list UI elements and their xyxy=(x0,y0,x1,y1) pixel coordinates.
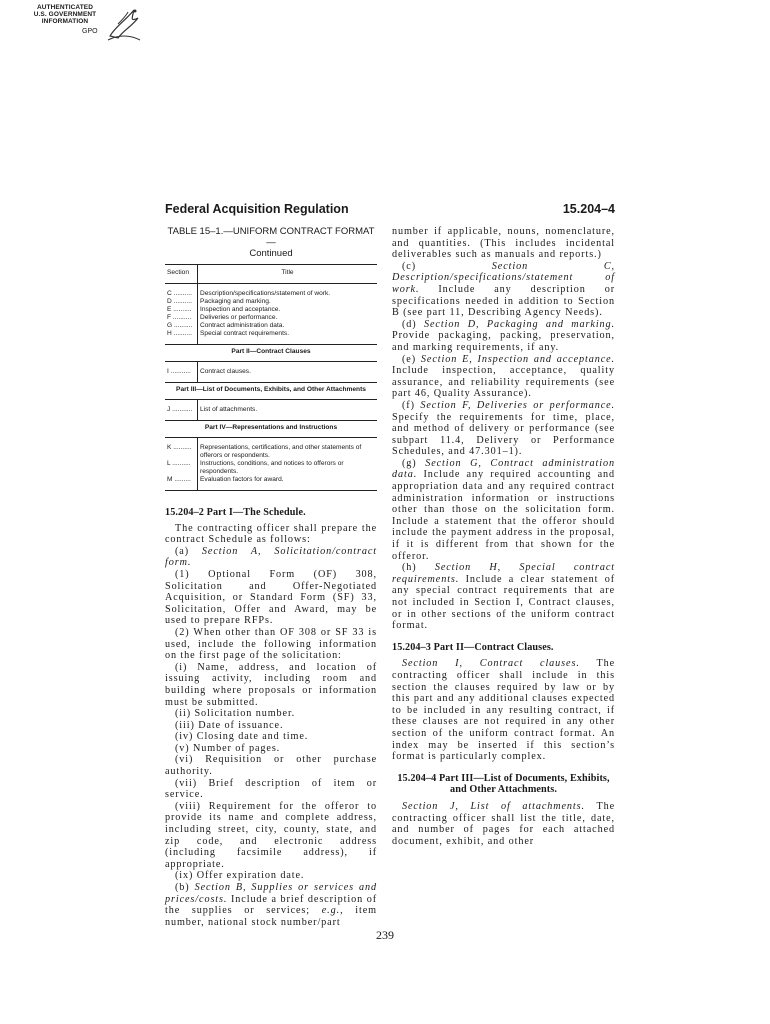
row-title: Special contract requirements. xyxy=(200,330,290,337)
section-number: 15.204–4 xyxy=(562,202,615,216)
row-section: C .......... xyxy=(165,284,198,299)
logo-line: U.S. GOVERNMENT xyxy=(33,11,97,18)
section-heading: 15.204–2 Part I—The Schedule. xyxy=(165,507,306,518)
paragraph: Section I, Contract clauses. The contracting officer shall include in this section the clauses required by law or by this part and any additional clauses expected to be included in any resulting contract, if these clauses are not required in any other section of the uniform contract format. An index may be inserted if this section’s format is particularly complex. xyxy=(392,658,616,763)
uniform-contract-format-table xyxy=(165,264,377,491)
row-section: I ........... xyxy=(165,362,198,383)
paragraph: (1) Optional Form (OF) 308, Solicitation and Offer-Negotiated Acquisition, or Standard Form (SF) 33, Solicitation, Offer and Award, may be used to prepare RFPs. xyxy=(165,568,377,627)
row-title: Packaging and marking. xyxy=(200,298,271,305)
row-title: List of attachments. xyxy=(200,406,258,413)
table-row xyxy=(165,322,377,330)
table-row xyxy=(165,314,377,322)
row-section: G .......... xyxy=(165,322,198,330)
row-section: D .......... xyxy=(165,298,198,306)
paragraph: (ix) Offer expiration date. xyxy=(175,870,305,882)
table-caption xyxy=(165,226,377,259)
paragraph: (2) When other than OF 308 or SF 33 is used, include the following information on the first page of the solicitation: xyxy=(165,626,377,662)
paragraph: The contracting officer shall prepare the contract Schedule as follows: xyxy=(165,522,377,546)
table-caption-line: Continued xyxy=(249,248,293,259)
paragraph: (e) Section E, Inspection and acceptance. Include inspection, acceptance, quality assurance, and reliability requirements (see part 46, Quality Assurance). xyxy=(392,353,615,400)
table-row xyxy=(165,362,377,383)
table-caption-line: TABLE 15–1.—UNIFORM CONTRACT FORMAT— xyxy=(167,226,375,248)
paragraph: (ii) Solicitation number. xyxy=(175,708,296,720)
paragraph: (vii) Brief description of item or service. xyxy=(165,777,377,801)
table-row xyxy=(165,438,377,461)
row-title: Contract administration data. xyxy=(200,322,285,329)
row-title: Deliveries or performance. xyxy=(200,314,278,321)
paragraph: Section J, List of attachments. The contracting officer shall list the title, date, and number of pages for each attached document, exhibit, and other xyxy=(392,800,616,847)
part-heading: Part III—List of Documents, Exhibits, and Other Attachments xyxy=(165,383,377,400)
table-row xyxy=(165,298,377,306)
page-number: 239 xyxy=(376,928,394,942)
paragraph: (i) Name, address, and location of issuing activity, including room and building where proposals or information must be submitted. xyxy=(165,661,377,708)
table-row xyxy=(165,460,377,476)
gpo-authenticated-logo xyxy=(30,4,142,44)
table-row xyxy=(165,330,377,345)
paragraph: (a) Section A, Solicitation/contract form. xyxy=(165,545,377,569)
row-section: M ......... xyxy=(165,476,198,491)
logo-line: INFORMATION xyxy=(41,18,89,25)
logo-gpo: GPO xyxy=(82,28,98,35)
eagle-icon xyxy=(104,4,144,44)
row-section: K .......... xyxy=(165,438,198,461)
column-header-section: Section xyxy=(165,265,198,284)
left-column xyxy=(165,226,377,928)
row-title: Instructions, conditions, and notices to offerors or respondents. xyxy=(200,460,344,475)
paragraph: (viii) Requirement for the offeror to provide its name and complete address, including street, city, county, state, and zip code, and electronic address (including facsimile address), if appropriate. xyxy=(165,800,377,870)
row-section: L .......... xyxy=(165,460,198,476)
row-section: H .......... xyxy=(165,330,198,345)
logo-text xyxy=(30,4,100,25)
table-part-row xyxy=(165,383,377,400)
table-row xyxy=(165,284,377,299)
row-section: J ........... xyxy=(165,400,198,421)
paragraph: (iii) Date of issuance. xyxy=(175,719,284,731)
paragraph: (vi) Requisition or other purchase authority. xyxy=(165,754,377,778)
logo-line: AUTHENTICATED xyxy=(36,4,94,11)
part-heading: Part IV—Representations and Instructions xyxy=(165,421,377,438)
paragraph: (d) Section D, Packaging and marking. Provide packaging, packing, preservation, and marking requirements, if any. xyxy=(392,318,615,353)
table-part-row xyxy=(165,345,377,362)
section-heading: 15.204–3 Part II—Contract Clauses. xyxy=(392,641,554,653)
part-heading: Part II—Contract Clauses xyxy=(165,345,377,362)
table-header-row xyxy=(165,265,377,284)
table-row xyxy=(165,476,377,491)
paragraph: (iv) Closing date and time. xyxy=(175,731,309,743)
row-title: Description/specifications/statement of work. xyxy=(200,290,331,297)
paragraph: (v) Number of pages. xyxy=(175,742,281,754)
section-heading: 15.204–4 Part III—List of Documents, Exhibits, and Other Attachments. xyxy=(397,772,610,796)
table-row xyxy=(165,400,377,421)
row-title: Contract clauses. xyxy=(200,368,251,375)
paragraph: (f) Section F, Deliveries or performance. Specify the requirements for time, place, and method of delivery or performance (see subpart 11.4, Delivery or Performance Schedules, and 47.301–1). xyxy=(392,399,615,458)
running-head xyxy=(165,202,615,222)
document-title: Federal Acquisition Regulation xyxy=(165,202,349,216)
paragraph: (g) Section G, Contract administration data. Include any required accounting and appropriation data and any required contract administration information or instructions other than those on the solicitation form. Include a statement that the offeror should include the payment address in the proposal, if it is different from that shown for the offeror. xyxy=(392,457,616,562)
row-section: F .......... xyxy=(165,314,198,322)
table-row xyxy=(165,306,377,314)
table-part-row xyxy=(165,421,377,438)
row-title: Inspection and acceptance. xyxy=(200,306,281,313)
row-title: Evaluation factors for award. xyxy=(198,476,378,491)
paragraph: number if applicable, nouns, nomenclature, and quantities. (This includes incidental deliverables such as manuals and reports.) xyxy=(392,226,615,261)
paragraph: (c) Section C, Description/specifications/statement of work. Include any description or specifications needed in addition to Section B (see part 11, Describing Agency Needs). xyxy=(392,260,615,319)
paragraph: (b) Section B, Supplies or services and prices/costs. Include a brief description of the supplies or services; e.g., item number, national stock number/part xyxy=(165,882,377,928)
row-section: E .......... xyxy=(165,306,198,314)
column-header-title: Title xyxy=(198,265,378,284)
right-column xyxy=(392,226,615,847)
paragraph: (h) Section H, Special contract requirements. Include a clear statement of any special contract requirements that are not included in Section I, Contract clauses, or in other sections of the uniform contract format. xyxy=(392,562,615,632)
row-title: Representations, certifications, and other statements of offerors or respondents. xyxy=(200,444,362,459)
